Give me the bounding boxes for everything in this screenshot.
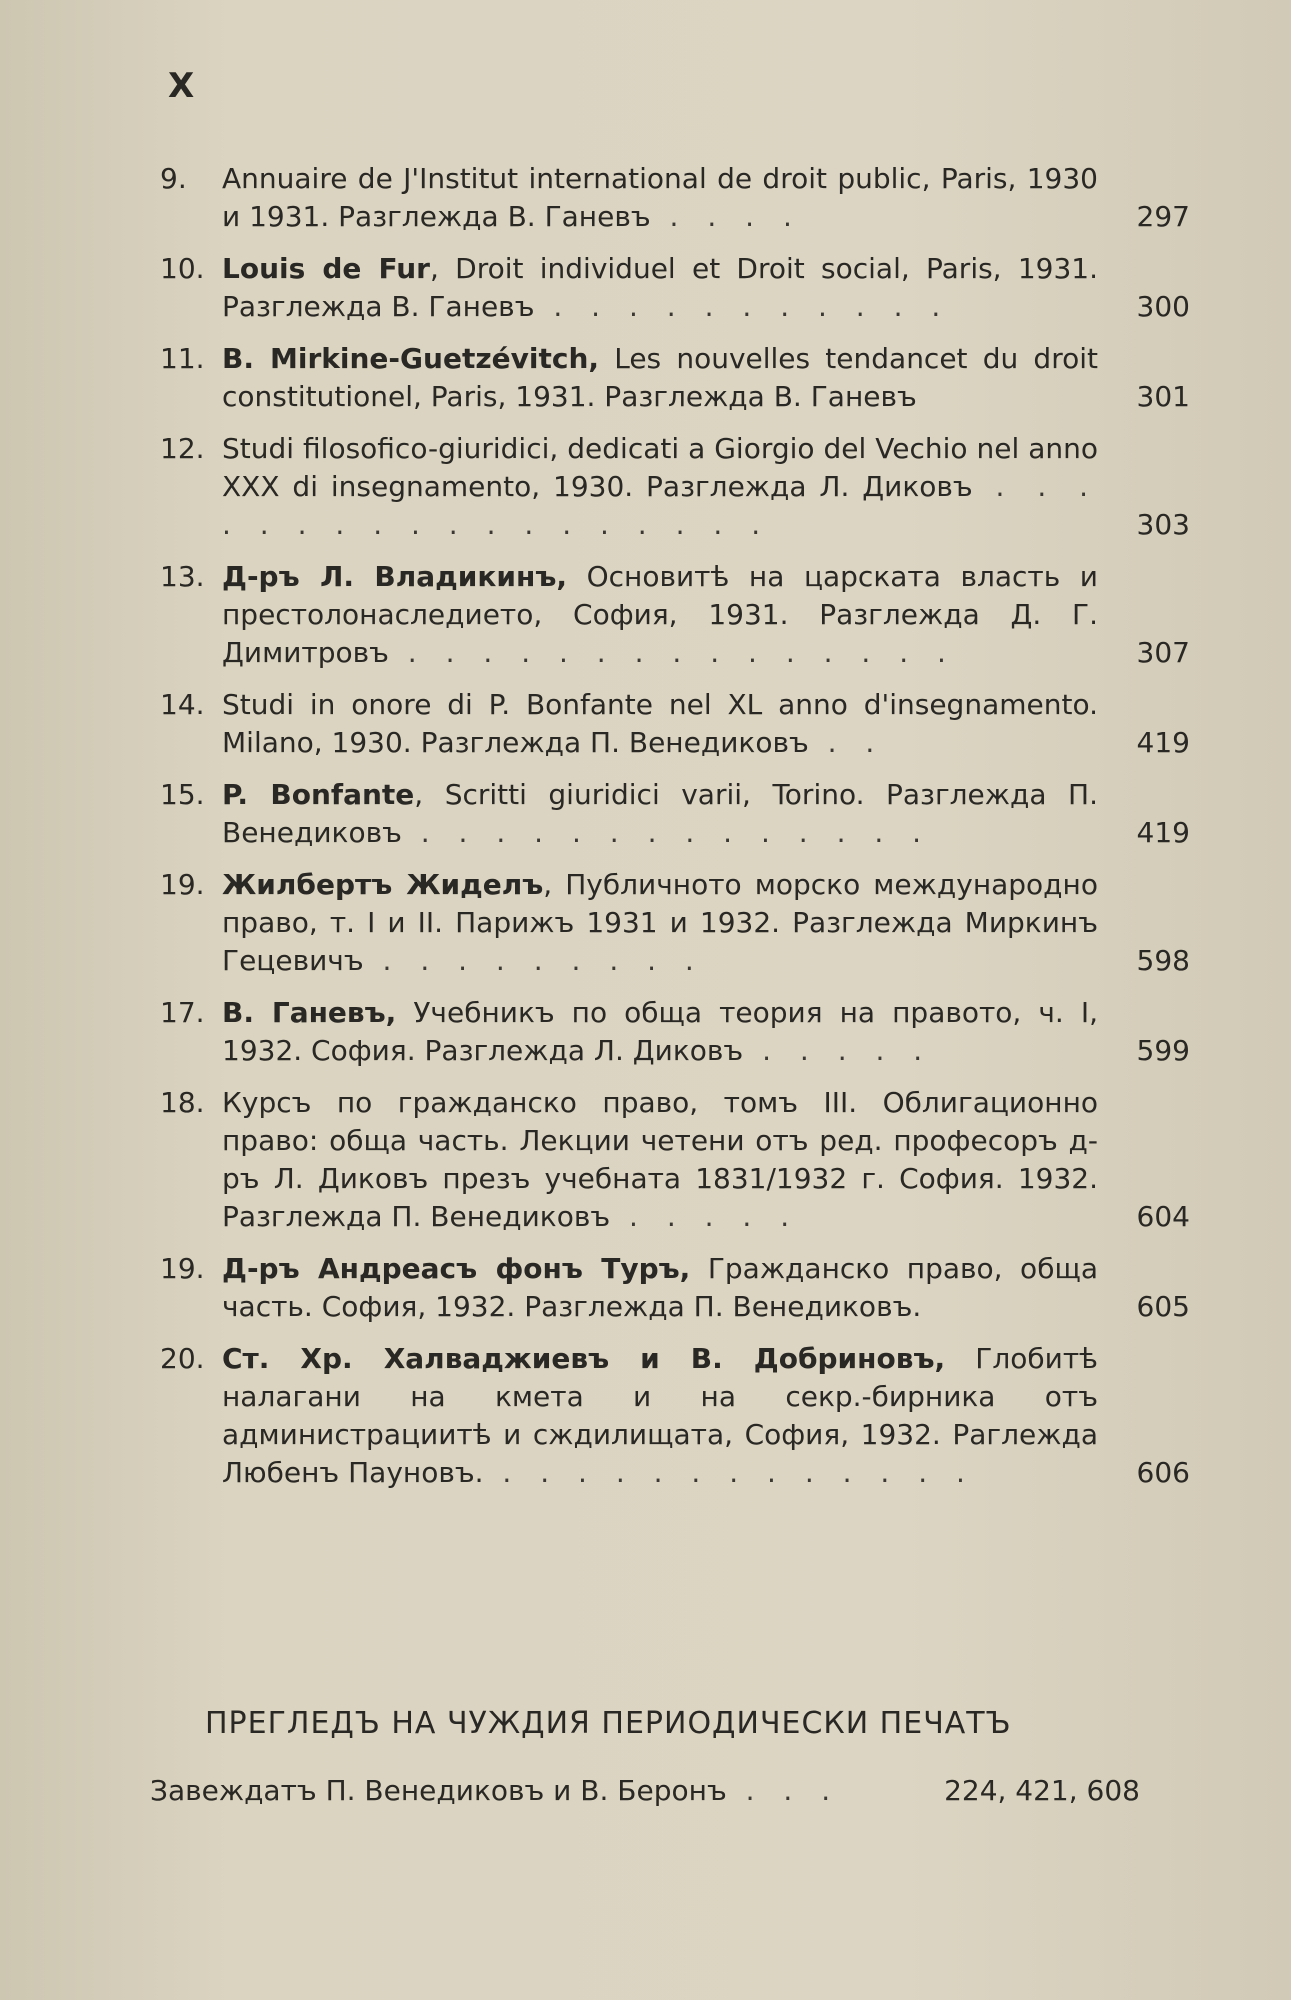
entry-dots: . . . . . <box>743 1034 933 1067</box>
entry-dots: . . . . . . . . . . . <box>534 290 951 323</box>
entry-body <box>222 1084 1190 1236</box>
entry-page-number: 301 <box>1136 380 1190 413</box>
entry-number: 17. <box>160 996 205 1029</box>
entry-body <box>222 776 1190 852</box>
entry-page-number: 598 <box>1136 944 1190 977</box>
section-text-content: Завеждатъ П. Венедиковъ и В. Беронъ <box>150 1774 727 1807</box>
entry-author: Жилбертъ Жиделъ <box>222 868 544 901</box>
entry-page-number: 303 <box>1136 508 1190 541</box>
section-title: ПРЕГЛЕДЪ НА ЧУЖДИЯ ПЕРИОДИЧЕСКИ ПЕЧАТЪ <box>205 1706 1012 1741</box>
section-text <box>150 1772 944 1810</box>
entry-title: Учебникъ по обща теория на правото, ч. I, 1932. София. Разглежда Л. Диковъ <box>222 996 1098 1067</box>
entry-page-number: 297 <box>1136 200 1190 233</box>
entry-page-number: 419 <box>1136 816 1190 849</box>
entry-title: Les nouvelles tendancet du droit constitutionel, Paris, 1931. Разглежда В. Ганевъ <box>222 342 1098 413</box>
entry-page-number: 606 <box>1136 1456 1190 1489</box>
entry-title: , Scritti giuridici varii, Torino. Разглежда П. Венедиковъ <box>222 778 1098 849</box>
entry-body <box>222 558 1190 672</box>
entry-title: Глобитѣ налагани на кмета и на секр.-бирника отъ администрациитѣ и сждилищата, София, 1932. Раглежда Любенъ Пауновъ. <box>222 1342 1098 1489</box>
entry-author: Д-ръ Л. Владикинъ, <box>222 560 568 593</box>
entry-dots: . . . . . . . . . . . . . <box>483 1456 975 1489</box>
entry-number: 13. <box>160 560 205 593</box>
entry-title: Гражданско право, обща часть. София, 1932. Разглежда П. Венедиковъ. <box>222 1252 1098 1323</box>
entry-author: Д-ръ Андреасъ фонъ Туръ, <box>222 1252 691 1285</box>
contents-list <box>160 160 1190 1506</box>
entry-page-number: 599 <box>1136 1034 1190 1067</box>
contents-entry <box>160 994 1190 1070</box>
entry-title: Основитѣ на царската власть и престолонаследието, София, 1931. Разглежда Д. Г. Димитровъ <box>222 560 1099 669</box>
entry-dots: . . . . . . . . . . . . . . . . . . <box>222 470 1099 541</box>
entry-author: Ст. Хр. Халваджиевъ и В. Добриновъ, <box>222 1342 946 1375</box>
entry-number: 19. <box>160 1252 205 1285</box>
entry-body <box>222 160 1190 236</box>
entry-title: Annuaire de J'Institut international de droit public, Paris, 1930 и 1931. Разглежда В. Ганевъ <box>222 162 1098 233</box>
entry-text <box>222 430 1098 544</box>
contents-entry <box>160 1084 1190 1236</box>
entry-text <box>222 1084 1098 1236</box>
entry-body <box>222 430 1190 544</box>
entry-text <box>222 1250 1098 1326</box>
entry-author: P. Bonfante <box>222 778 415 811</box>
entry-dots: . . . . . . . . . . . . . . <box>401 816 932 849</box>
contents-entry <box>160 558 1190 672</box>
entry-text <box>222 686 1098 762</box>
entry-number: 19. <box>160 868 205 901</box>
entry-title: Studi in onore di P. Bonfante nel XL anno d'insegnamento. Milano, 1930. Разглежда П. Венедиковъ <box>222 688 1098 759</box>
entry-number: 10. <box>160 252 205 285</box>
entry-text <box>222 994 1098 1070</box>
entry-page-number: 300 <box>1136 290 1190 323</box>
entry-title: Курсъ по гражданско право, томъ III. Облигационно право: обща часть. Лекции четени отъ ред. професоръ д-ръ Л. Диковъ презъ учебната 1831/1932 г. София. 1932. Разглежда П. Венедиковъ <box>222 1086 1098 1233</box>
entry-author: B. Mirkine-Guetzévitch, <box>222 342 600 375</box>
entry-body <box>222 1250 1190 1326</box>
entry-dots: . . . . . . . . . <box>363 944 704 977</box>
entry-body <box>222 340 1190 416</box>
section-pages: 224, 421, 608 <box>944 1774 1140 1807</box>
entry-number: 18. <box>160 1086 205 1119</box>
contents-entry <box>160 686 1190 762</box>
contents-entry <box>160 1340 1190 1492</box>
entry-text <box>222 250 1098 326</box>
contents-entry <box>160 250 1190 326</box>
entry-body <box>222 686 1190 762</box>
contents-entry <box>160 866 1190 980</box>
entry-page-number: 419 <box>1136 726 1190 759</box>
entry-page-number: 604 <box>1136 1200 1190 1233</box>
entry-dots: . . . . . . . . . . . . . . . <box>388 636 956 669</box>
section-dots: . . . <box>726 1774 841 1807</box>
entry-text <box>222 160 1098 236</box>
entry-body <box>222 1340 1190 1492</box>
entry-page-number: 605 <box>1136 1290 1190 1323</box>
entry-dots: . . . . <box>650 200 802 233</box>
entry-number: 9. <box>160 162 187 195</box>
entry-number: 20. <box>160 1342 205 1375</box>
section-line <box>150 1772 1140 1810</box>
entry-text <box>222 558 1098 672</box>
page-number: X <box>168 66 196 106</box>
contents-entry <box>160 430 1190 544</box>
entry-number: 12. <box>160 432 205 465</box>
entry-number: 11. <box>160 342 205 375</box>
entry-dots: . . . . . <box>610 1200 800 1233</box>
entry-body <box>222 866 1190 980</box>
entry-text <box>222 1340 1098 1492</box>
contents-entry <box>160 340 1190 416</box>
contents-entry <box>160 1250 1190 1326</box>
entry-text <box>222 340 1098 416</box>
entry-body <box>222 994 1190 1070</box>
contents-entry <box>160 776 1190 852</box>
entry-dots: . . <box>808 726 885 759</box>
entry-title: Studi filosofico-giuridici, dedicati a Giorgio del Vechio nel anno XXX di insegnamento, 1930. Разглежда Л. Диковъ <box>222 432 1098 503</box>
entry-text <box>222 866 1098 980</box>
contents-entry <box>160 160 1190 236</box>
entry-text <box>222 776 1098 852</box>
entry-title: , Публичното морско международно право, т. I и II. Парижъ 1931 и 1932. Разглежда Миркинъ Гецевичъ <box>222 868 1098 977</box>
entry-number: 14. <box>160 688 205 721</box>
entry-title: , Droit individuel et Droit social, Paris, 1931. Разглежда В. Ганевъ <box>222 252 1098 323</box>
entry-number: 15. <box>160 778 205 811</box>
entry-page-number: 307 <box>1136 636 1190 669</box>
entry-body <box>222 250 1190 326</box>
entry-author: В. Ганевъ, <box>222 996 397 1029</box>
entry-author: Louis de Fur <box>222 252 430 285</box>
